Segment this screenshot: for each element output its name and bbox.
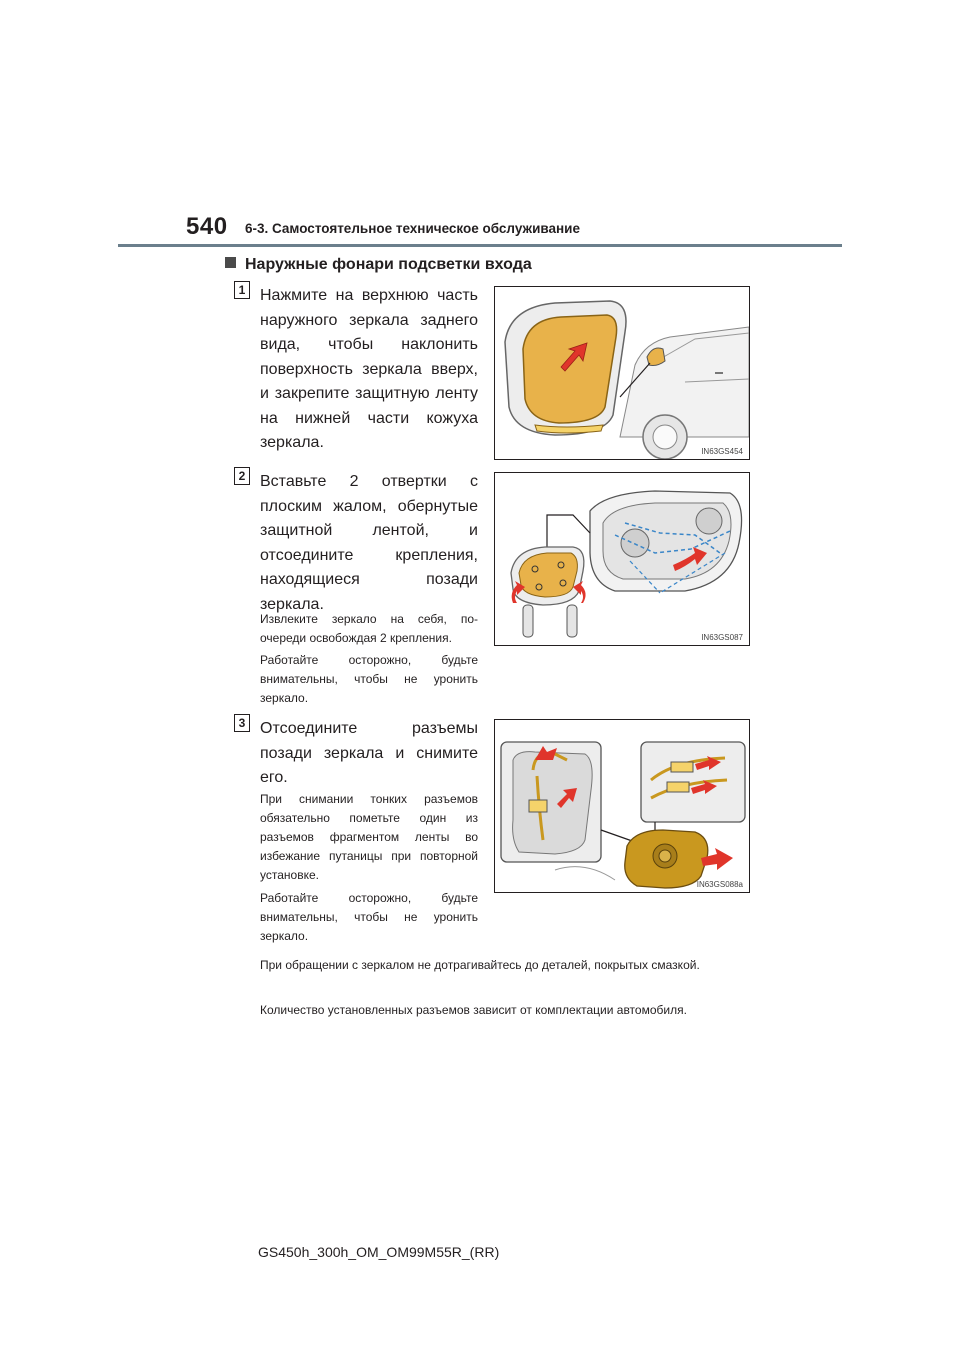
- step-2-note-2: Работайте осторожно, будьте внимательны, чтобы не уронить зеркало.: [260, 653, 478, 705]
- step-1-text: Нажмите на верхнюю часть наружного зеркала заднего вида, чтобы наклонить поверхность зеркала вверх, и закрепите защитную ленту на нижней части кожуха зеркала.: [260, 287, 478, 451]
- step-3-text: Отсоедините разъемы позади зеркала и снимите его.: [260, 720, 478, 786]
- step-number-1: 1: [234, 281, 250, 299]
- section-heading: 6-3. Самостоятельное техническое обслуживание: [245, 221, 580, 236]
- step-2-text: Вставьте 2 отвертки с плоским жалом, обернутые защитной лентой, и отсоедините крепления, находящиеся позади зеркала.: [260, 473, 478, 613]
- step-number-2: 2: [234, 467, 250, 485]
- square-bullet-icon: [225, 257, 236, 268]
- figure-id: IN63GS087: [701, 633, 743, 642]
- figure-id: IN63GS088a: [696, 880, 743, 889]
- document-code: GS450h_300h_OM_OM99M55R_(RR): [258, 1244, 500, 1260]
- step-3-note-2: Работайте осторожно, будьте внимательны, чтобы не уронить зеркало.: [260, 891, 478, 943]
- step-1-illustration: [494, 286, 750, 460]
- general-note-1: При обращении с зеркалом не дотрагивайтесь до деталей, покрытых смазкой.: [260, 958, 700, 972]
- step-number-3: 3: [234, 714, 250, 732]
- figure-id: IN63GS454: [701, 447, 743, 456]
- step-3-illustration: [494, 719, 750, 893]
- topic-title: Наружные фонари подсветки входа: [245, 256, 532, 273]
- topic-heading: [225, 256, 532, 274]
- step-2-note-1: Извлеките зеркало на себя, по-очереди освобождая 2 крепления.: [260, 612, 478, 645]
- header-rule: [118, 244, 842, 247]
- general-note-2: Количество установленных разъемов зависит от комплектации автомобиля.: [260, 1003, 687, 1017]
- step-2-illustration: [494, 472, 750, 646]
- page-number: 540: [186, 213, 228, 240]
- step-3-note-1: При снимании тонких разъемов обязательно пометьте один из разъемов фрагментом ленты во избежание путаницы при повторной установке.: [260, 792, 478, 882]
